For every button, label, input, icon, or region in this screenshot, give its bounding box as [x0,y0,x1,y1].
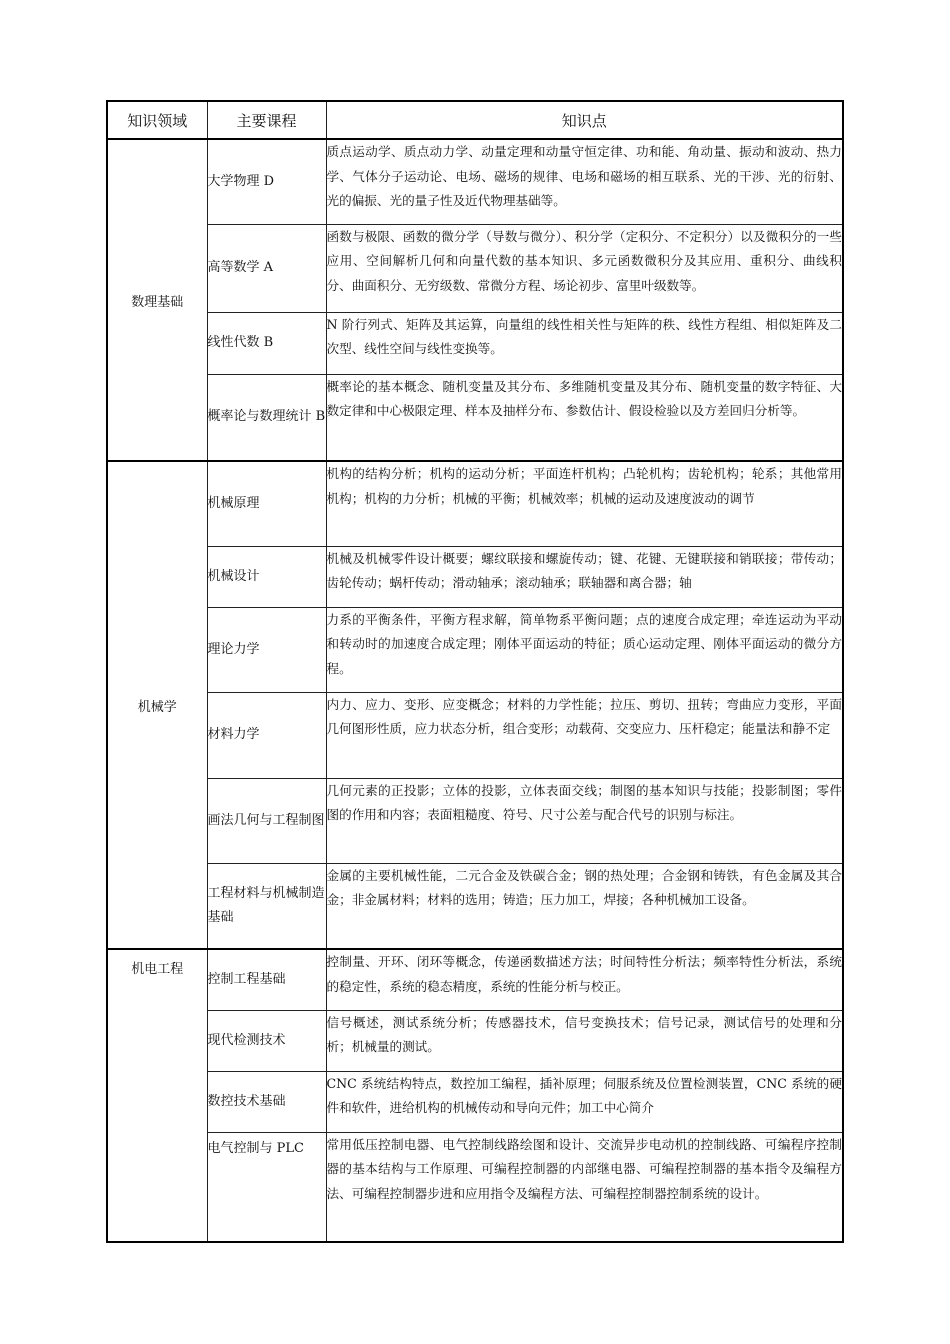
course-cell: 工程材料与机械制造基础 [207,863,326,949]
points-cell: CNC 系统结构特点，数控加工编程，插补原理；伺服系统及位置检测装置，CNC 系统的硬件和软件，进给机构的机械传动和导向元件；加工中心简介 [326,1071,843,1132]
header-domain: 知识领域 [107,101,207,139]
table-row [107,1071,843,1132]
course-cell: 线性代数 B [207,312,326,374]
table-row [107,607,843,692]
course-cell: 控制工程基础 [207,949,326,1010]
course-cell: 概率论与数理统计 B [207,374,326,461]
course-cell: 理论力学 [207,607,326,692]
course-cell: 机械设计 [207,546,326,607]
domain-cell: 机械学 [107,461,207,949]
header-points: 知识点 [326,101,843,139]
points-cell: 概率论的基本概念、随机变量及其分布、多维随机变量及其分布、随机变量的数字特征、大数定律和中心极限定理、样本及抽样分布、参数估计、假设检验以及方差回归分析等。 [326,374,843,461]
table-row [107,1010,843,1071]
table-row [107,1132,843,1242]
course-cell: 大学物理 D [207,139,326,224]
course-cell: 画法几何与工程制图 [207,778,326,863]
points-cell: 机构的结构分析；机构的运动分析；平面连杆机构；凸轮机构；齿轮机构；轮系；其他常用机构；机构的力分析；机械的平衡；机械效率；机械的运动及速度波动的调节 [326,461,843,546]
points-cell: 常用低压控制电器、电气控制线路绘图和设计、交流异步电动机的控制线路、可编程序控制器的基本结构与工作原理、可编程控制器的内部继电器、可编程控制器的基本指令及编程方法、可编程控制器步进和应用指令及编程方法、可编程控制器控制系统的设计。 [326,1132,843,1242]
table-row [107,863,843,949]
table-header-row [107,101,843,139]
points-cell: 内力、应力、变形、应变概念；材料的力学性能；拉压、剪切、扭转；弯曲应力变形，平面几何图形性质，应力状态分析，组合变形；动载荷、交变应力、压杆稳定；能量法和静不定 [326,692,843,778]
table-row [107,374,843,461]
points-cell: 金属的主要机械性能，二元合金及铁碳合金；钢的热处理；合金钢和铸铁，有色金属及其合金；非金属材料；材料的选用；铸造；压力加工，焊接；各种机械加工设备。 [326,863,843,949]
course-cell: 电气控制与 PLC [207,1132,326,1242]
table-row [107,461,843,546]
header-course: 主要课程 [207,101,326,139]
points-cell: 控制量、开环、闭环等概念，传递函数描述方法；时间特性分析法；频率特性分析法，系统的稳定性，系统的稳态精度，系统的性能分析与校正。 [326,949,843,1010]
course-cell: 现代检测技术 [207,1010,326,1071]
points-cell: 机械及机械零件设计概要；螺纹联接和螺旋传动；键、花键、无键联接和销联接；带传动；齿轮传动；蜗杆传动；滑动轴承；滚动轴承；联轴器和离合器；轴 [326,546,843,607]
table-row [107,224,843,312]
curriculum-table [106,100,844,1243]
domain-cell: 机电工程 [107,949,207,1242]
course-cell: 机械原理 [207,461,326,546]
domain-cell: 数理基础 [107,139,207,461]
points-cell: 信号概述，测试系统分析；传感器技术，信号变换技术；信号记录，测试信号的处理和分析；机械量的测试。 [326,1010,843,1071]
course-cell: 高等数学 A [207,224,326,312]
points-cell: 质点运动学、质点动力学、动量定理和动量守恒定律、功和能、角动量、振动和波动、热力学、气体分子运动论、电场、磁场的规律、电场和磁场的相互联系、光的干涉、光的衍射、光的偏振、光的量子性及近代物理基础等。 [326,139,843,224]
points-cell: 几何元素的正投影；立体的投影，立体表面交线；制图的基本知识与技能；投影制图；零件图的作用和内容；表面粗糙度、符号、尺寸公差与配合代号的识别与标注。 [326,778,843,863]
table-row [107,139,843,224]
table-row [107,692,843,778]
points-cell: 力系的平衡条件，平衡方程求解，简单物系平衡问题；点的速度合成定理；牵连运动为平动和转动时的加速度合成定理；刚体平面运动的特征；质心运动定理、刚体平面运动的微分方程。 [326,607,843,692]
points-cell: 函数与极限、函数的微分学（导数与微分）、积分学（定积分、不定积分）以及微积分的一些应用、空间解析几何和向量代数的基本知识、多元函数微积分及其应用、重积分、曲线积分、曲面积分、无穷级数、常微分方程、场论初步、富里叶级数等。 [326,224,843,312]
table-row [107,312,843,374]
table-row [107,949,843,1010]
course-cell: 数控技术基础 [207,1071,326,1132]
points-cell: N 阶行列式、矩阵及其运算，向量组的线性相关性与矩阵的秩、线性方程组、相似矩阵及二次型、线性空间与线性变换等。 [326,312,843,374]
course-cell: 材料力学 [207,692,326,778]
table-row [107,546,843,607]
table-row [107,778,843,863]
